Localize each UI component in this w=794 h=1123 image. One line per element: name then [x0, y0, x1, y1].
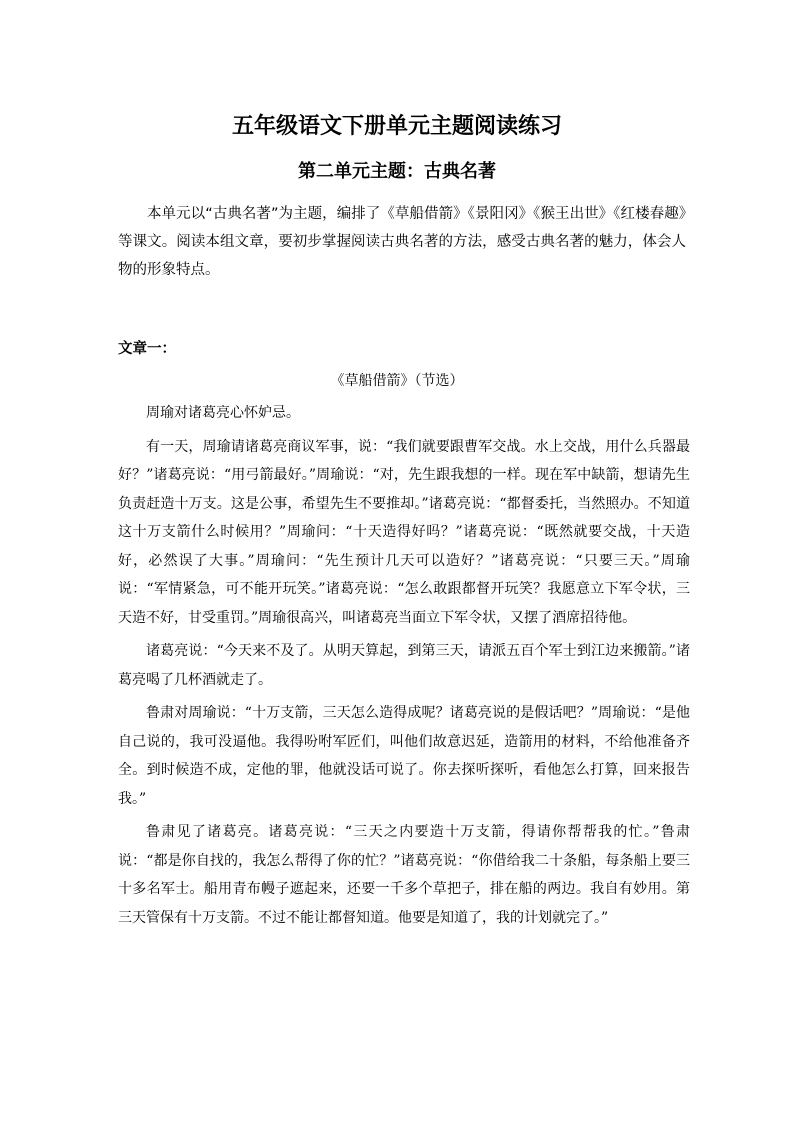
article-body [118, 399, 690, 932]
article-paragraph-5: 鲁肃见了诸葛亮。诸葛亮说：“三天之内要造十万支箭，得请你帮帮我的忙。”鲁肃说：“都是你自找的，我怎么帮得了你的忙？”诸葛亮说：“你借给我二十条船，每条船上要三十多名军士。船用青布幔子遮起来，还要一千多个草把子，排在船的两边。我自有妙用。第三天管保有十万支箭。不过不能让都督知道。他要是知道了，我的计划就完了。” [118, 824, 690, 926]
article-paragraph-1: 周瑜对诸葛亮心怀妒忌。 [146, 405, 300, 421]
unit-subtitle: 第二单元主题：古典名著 [298, 161, 496, 182]
unit-intro-paragraph: 本单元以“古典名著”为主题，编排了《草船借箭》《景阳冈》《猴王出世》《红楼春趣》等课文。阅读本组文章，要初步掌握阅读古典名著的方法，感受古典名著的魅力，体会人物的形象特点。 [118, 206, 686, 278]
document-title: 五年级语文下册单元主题阅读练习 [231, 114, 562, 139]
article-paragraph-4: 鲁肃对周瑜说：“十万支箭，三天怎么造得成呢？诸葛亮说的是假话吧？”周瑜说：“是他自己说的，我可没逼他。我得吩咐军匠们，叫他们故意迟延，造箭用的材料，不给他准备齐全。到时候造不成，定他的罪，他就没话可说了。你去探听探听，看他怎么打算，回来报告我。” [118, 705, 690, 807]
article-paragraph-3: 诸葛亮说：“今天来不及了。从明天算起，到第三天，请派五百个军士到江边来搬箭。”诸葛亮喝了几杯酒就走了。 [118, 643, 690, 688]
article-paragraph-2: 有一天，周瑜请诸葛亮商议军事，说：“我们就要跟曹军交战。水上交战，用什么兵器最好？”诸葛亮说：“用弓箭最好。”周瑜说：“对，先生跟我想的一样。现在军中缺箭，想请先生负责赶造十万支。这是公事，希望先生不要推却。”诸葛亮说：“都督委托，当然照办。不知道这十万支箭什么时候用？”周瑜问：“十天造得好吗？”诸葛亮说：“既然就要交战，十天造好，必然误了大事。”周瑜问：“先生预计几天可以造好？”诸葛亮说：“只要三天。”周瑜说：“军情紧急，可不能开玩笑。”诸葛亮说：“怎么敢跟都督开玩笑？我愿意立下军令状，三天造不好，甘受重罚。”周瑜很高兴，叫诸葛亮当面立下军令状，又摆了酒席招待他。 [118, 438, 690, 626]
article-section-label: 文章一： [118, 341, 176, 357]
article-title: 《草船借箭》（节选） [330, 373, 464, 389]
